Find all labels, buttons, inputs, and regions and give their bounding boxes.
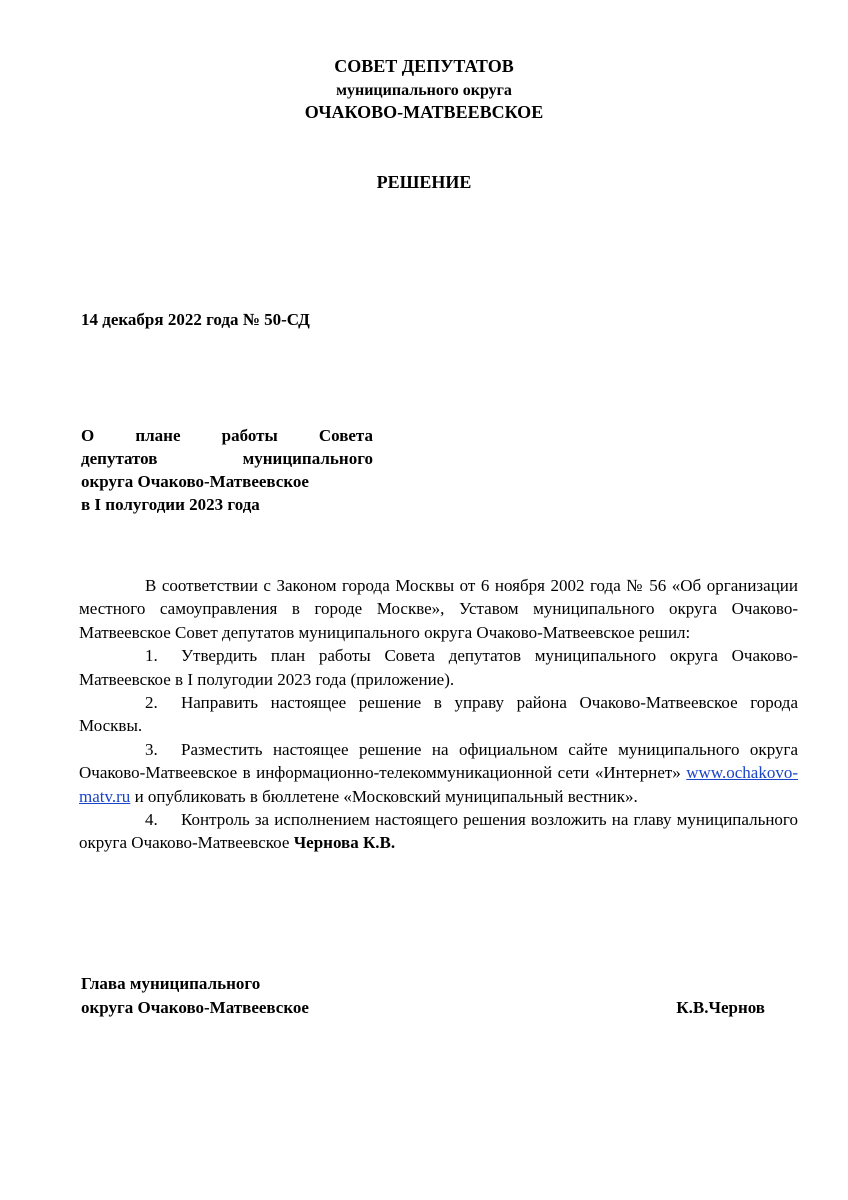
org-title: СОВЕТ ДЕПУТАТОВ [334, 56, 514, 76]
subject-line: округа Очаково-Матвеевское [81, 472, 309, 491]
subject-line: в I полугодии 2023 года [81, 495, 260, 514]
item-text: Контроль за исполнением настоящего решения возложить на главу муниципального округа Очаково-Матвеевское [79, 810, 798, 853]
document-subject [81, 424, 373, 516]
decision-item [79, 691, 798, 738]
subject-line: О плане работы Совета [81, 426, 373, 445]
preamble-paragraph: В соответствии с Законом города Москвы от 6 ноября 2002 года № 56 «Об организации местного самоуправления в городе Москве», Уставом муниципального округа Очаково-Матвеевское Совет депутатов муниципального округа Очаково-Матвеевское решил: [79, 576, 798, 642]
item-number: 2. [145, 693, 158, 713]
decision-item [79, 644, 798, 691]
org-subtitle: муниципального округа [336, 82, 512, 99]
signatory-name: К.В.Чернов [676, 998, 765, 1017]
item-text: и опубликовать в бюллетене «Московский муниципальный вестник». [134, 786, 638, 806]
item-text: Разместить настоящее решение на официальном сайте муниципального округа Очаково-Матвеевское в информационно-телекоммуникационной сети «Интернет» [79, 739, 798, 783]
signature-block [81, 972, 765, 1020]
document-date-number: 14 декабря 2022 года № 50-СД [81, 310, 310, 329]
item-number: 1. [145, 646, 158, 666]
item-text: Направить настоящее решение в управу района Очаково-Матвеевское города Москвы. [79, 693, 798, 736]
decision-item [79, 738, 798, 808]
subject-line: депутатов муниципального [81, 449, 373, 468]
item-number: 3. [145, 739, 158, 759]
website-link[interactable]: www.ochakovo-matv.ru [79, 763, 798, 806]
signatory-title: округа Очаково-Матвеевское [81, 998, 309, 1017]
item-number: 4. [145, 810, 158, 830]
org-district-name: ОЧАКОВО-МАТВЕЕВСКОЕ [304, 102, 544, 122]
signature-row [81, 996, 765, 1020]
document-body [79, 574, 798, 855]
document-type: РЕШЕНИЕ [376, 172, 472, 192]
item-text: Утвердить план работы Совета депутатов муниципального округа Очаково- Матвеевское в I полугодии 2023 года (приложение). [79, 646, 798, 689]
signatory-title: Глава муниципального [81, 974, 261, 993]
decision-item [79, 808, 798, 855]
responsible-person: Чернова К.В. [293, 833, 396, 853]
